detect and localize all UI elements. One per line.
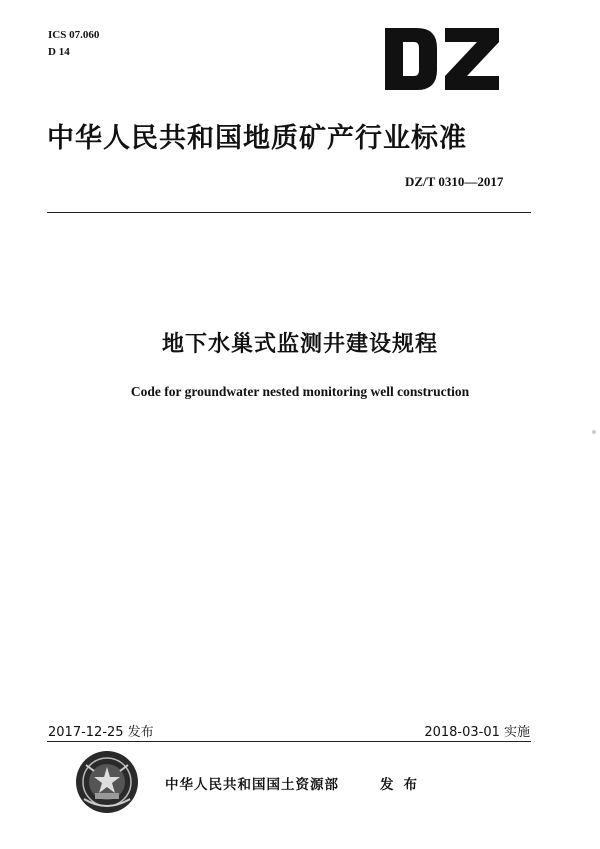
top-divider	[47, 212, 531, 213]
issue-date: 2017-12-25 发布	[48, 725, 154, 740]
logo-letter-d	[385, 28, 437, 90]
classification-codes	[48, 27, 99, 61]
logo-letter-z	[445, 28, 499, 90]
issuer-action: 发布	[380, 777, 427, 793]
bottom-divider	[47, 741, 531, 742]
dz-logo	[383, 26, 501, 92]
title-chinese: 地下水巢式监测井建设规程	[161, 332, 438, 357]
scan-artifact	[592, 430, 596, 434]
standard-category: 中华人民共和国地质矿产行业标准	[47, 123, 467, 154]
ministry-seal-icon	[74, 749, 140, 815]
title-english: Code for groundwater nested monitoring well construction	[130, 384, 470, 399]
ccs-code: D 14	[48, 46, 70, 58]
issuer-name: 中华人民共和国国土资源部	[165, 777, 339, 793]
implementation-date: 2018-03-01 实施	[424, 725, 530, 740]
standard-number: DZ/T 0310—2017	[405, 174, 504, 189]
ics-code: ICS 07.060	[48, 29, 100, 41]
